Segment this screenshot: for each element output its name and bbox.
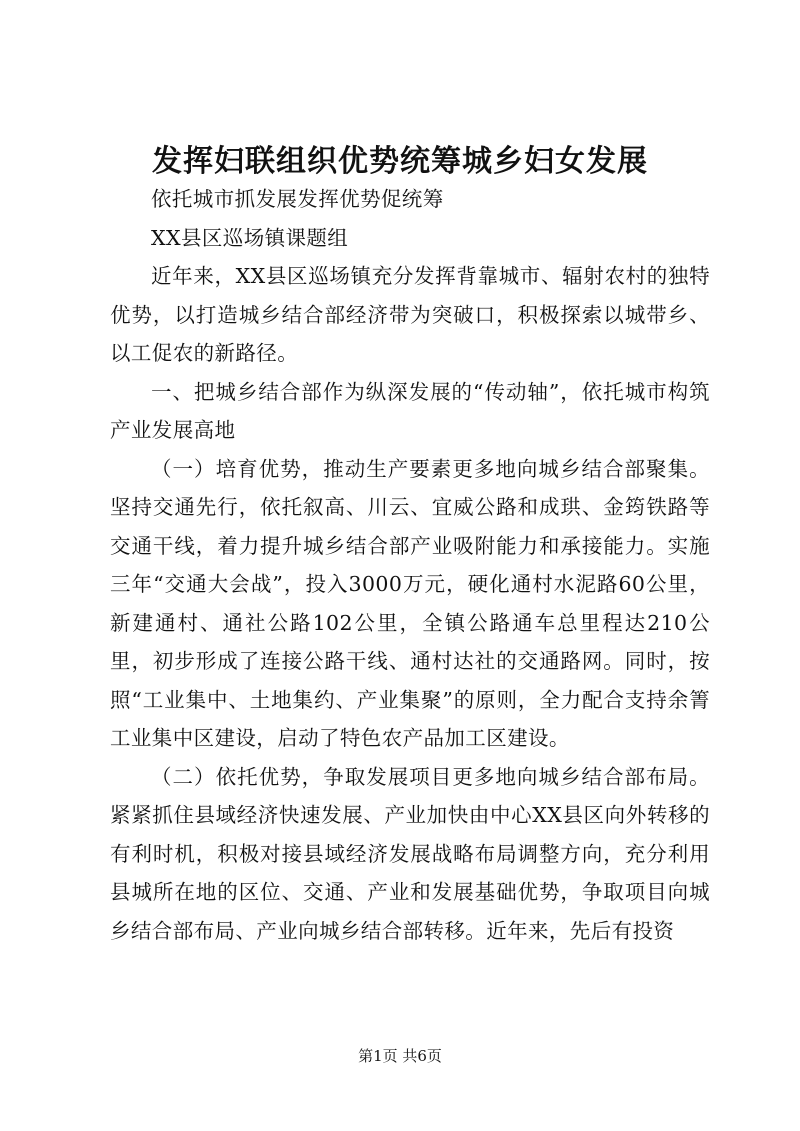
document-body: [110, 180, 710, 950]
intro-paragraph: 近年来，XX县区巡场镇充分发挥背靠城市、辐射农村的独特优势，以打造城乡结合部经济带为突破口，积极探索以城带乡、以工促农的新路径。: [110, 264, 710, 365]
subsection-paragraph-2: （二）依托优势，争取发展项目更多地向城乡结合部布局。紧紧抓住县域经济快速发展、产业加快由中心XX县区向外转移的有利时机，积极对接县域经济发展战略布局调整方向，充分利用县城所在地的区位、交通、产业和发展基础优势，争取项目向城乡结合部布局、产业向城乡结合部转移。近年来，先后有投资: [110, 764, 710, 943]
section-heading-1: 一、把城乡结合部作为纵深发展的“传动轴”，依托城市构筑产业发展高地: [110, 379, 710, 442]
subsection-paragraph-1: （一）培育优势，推动生产要素更多地向城乡结合部聚集。坚持交通先行，依托叙高、川云、宜威公路和成珙、金筠铁路等交通干线，着力提升城乡结合部产业吸附能力和承接能力。实施三年“交通大会战”，投入3000万元，硬化通村水泥路60公里，新建通村、通社公路102公里，全镇公路通车总里程达210公里，初步形成了连接公路干线、通村达社的交通路网。同时，按照“工业集中、土地集约、产业集聚”的原则，全力配合支持余箐工业集中区建设，启动了特色农产品加工区建设。: [110, 456, 710, 750]
page-indicator: 第1页 共6页: [358, 1047, 442, 1065]
author-paragraph: XX县区巡场镇课题组: [151, 225, 349, 250]
subtitle-paragraph: 依托城市抓发展发挥优势促统筹: [151, 187, 444, 211]
document-title: 发挥妇联组织优势统筹城乡妇女发展: [152, 144, 648, 179]
